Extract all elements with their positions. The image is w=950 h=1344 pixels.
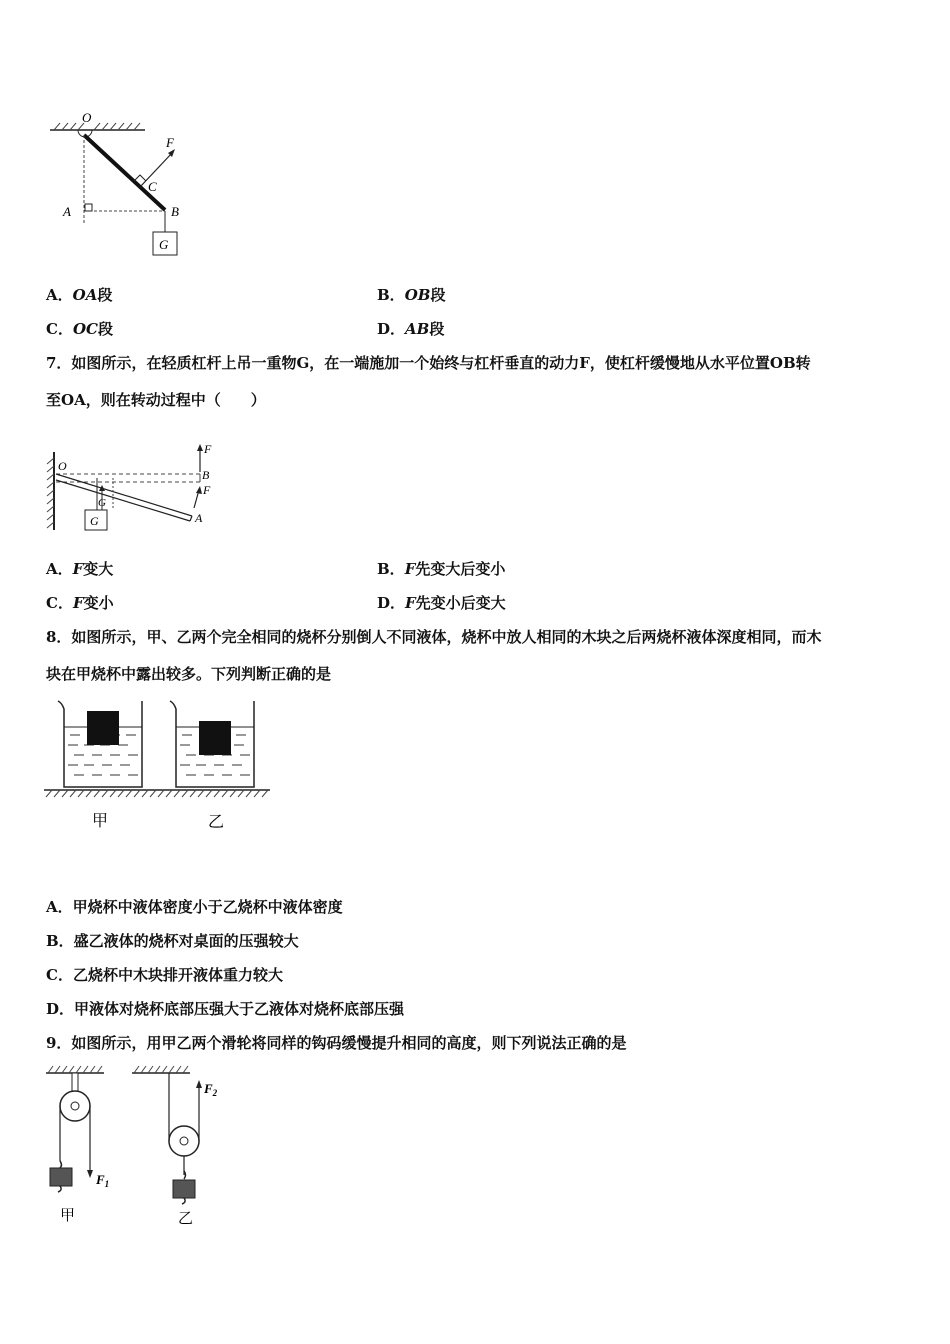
lever-figure-q7 <box>40 438 220 538</box>
label-b: B <box>202 468 210 482</box>
label-g-arrow: G <box>98 497 106 509</box>
q7-stem <box>46 345 906 419</box>
lever-figure-q6 <box>40 105 200 265</box>
label-o: O <box>58 459 67 473</box>
label-yi: 乙 <box>208 814 225 831</box>
q6-option-d[interactable]: D．AB段 <box>377 320 445 338</box>
q8-option-c[interactable]: C．乙烧杯中木块排开液体重力较大 <box>46 966 283 984</box>
q8-option-d[interactable]: D．甲液体对烧杯底部压强大于乙液体对烧杯底部压强 <box>46 1000 405 1018</box>
label-g: G <box>159 237 169 252</box>
q7-option-a[interactable]: A．F变大 <box>46 560 114 578</box>
q8-option-b[interactable]: B．盛乙液体的烧杯对桌面的压强较大 <box>46 932 299 950</box>
label-f-bottom: F <box>203 483 211 497</box>
pulleys-figure-q9 <box>40 1063 240 1228</box>
label-o: O <box>82 110 92 125</box>
label-c: C <box>148 179 157 194</box>
beakers-figure-q8 <box>40 695 280 840</box>
label-f1: $F_1$ <box>96 1172 110 1189</box>
label-yi: 乙 <box>178 1211 194 1227</box>
q6-option-c[interactable]: C．OC段 <box>46 320 113 338</box>
label-f: F <box>166 135 174 150</box>
q8-stem-line1: 8．如图所示，甲、乙两个完全相同的烧杯分别倒人不同液体，烧杯中放人相同的木块之后两烧杯液体深度相同，而木 <box>46 628 822 646</box>
label-a: A <box>63 204 71 219</box>
q9-stem: 9．如图所示，用甲乙两个滑轮将同样的钩码缓慢提升相同的高度，则下列说法正确的是 <box>46 1034 627 1052</box>
q7-option-d[interactable]: D．F先变小后变大 <box>377 594 506 612</box>
q7-option-b[interactable]: B．F先变大后变小 <box>377 560 506 578</box>
label-a: A <box>195 511 203 525</box>
q7-option-c[interactable]: C．F变小 <box>46 594 114 612</box>
label-f2: $F_2$ <box>204 1081 218 1098</box>
label-jia: 甲 <box>60 1208 76 1224</box>
q8-stem-line2: 块在甲烧杯中露出较多。下列判断正确的是 <box>46 665 332 683</box>
q8-stem <box>46 619 906 693</box>
label-jia: 甲 <box>92 813 109 830</box>
q7-stem-line2: 至OA，则在转动过程中（ ） <box>46 391 266 409</box>
q6-option-a[interactable]: A．OA段 <box>46 286 113 304</box>
q7-stem-line1: 7．如图所示，在轻质杠杆上吊一重物G，在一端施加一个始终与杠杆垂直的动力F，使杠杆缓慢地从水平位置OB转 <box>46 354 811 372</box>
label-f-top: F <box>204 442 212 456</box>
q8-option-a[interactable]: A．甲烧杯中液体密度小于乙烧杯中液体密度 <box>46 898 343 916</box>
label-b: B <box>171 204 179 219</box>
label-g-box: G <box>90 514 99 528</box>
q6-option-b[interactable]: B．OB段 <box>377 286 446 304</box>
